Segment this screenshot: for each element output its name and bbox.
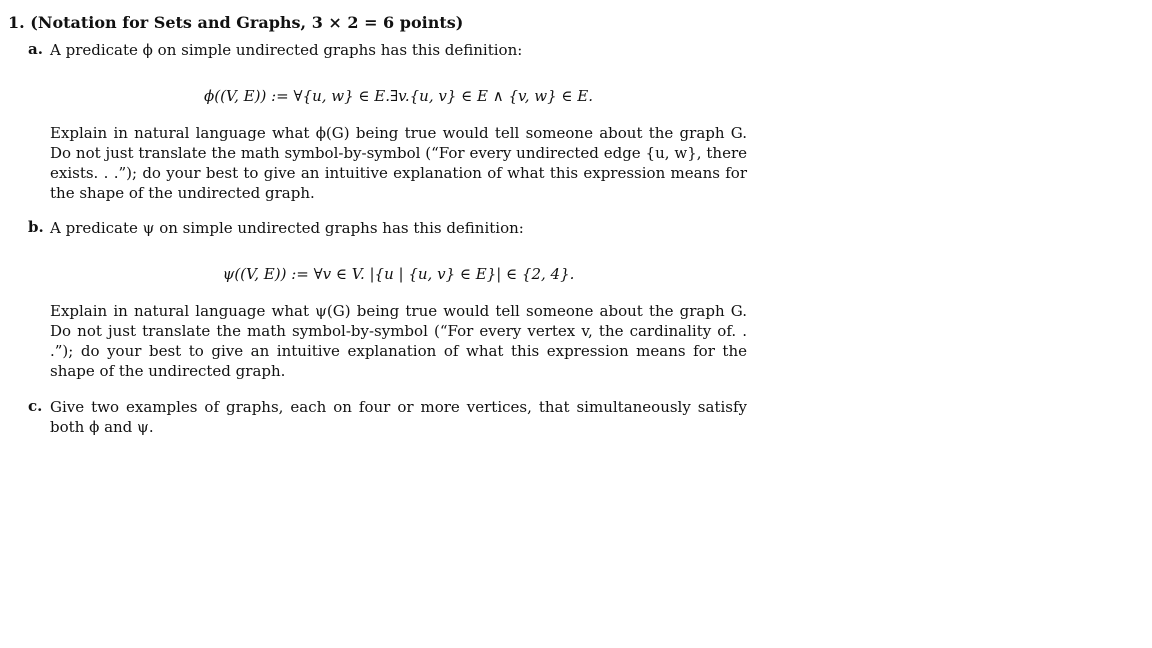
part-b-label: b. bbox=[28, 218, 44, 236]
part-b-explanation-prompt: Explain in natural language what ψ(G) being true would tell someone about the graph G. Do not just translate the math symbol-by-symbol (“For every vertex v, the cardinality of. . .”); do your best to give an intuitive explanation of what this expression means for the shape of the undirected graph. bbox=[50, 302, 747, 380]
part-a-explanation-prompt: Explain in natural language what ϕ(G) being true would tell someone about the graph G. Do not just translate the math symbol-by-symbol (“For every undirected edge {u, w}, there exists. . .”); do your best to give an intuitive explanation of what this expression means for the shape of the undirected graph. bbox=[50, 124, 747, 202]
psi-definition-equation: ψ((V, E)) := ∀v ∈ V. |{u | {u, v} ∈ E}| ∈ {2, 4}. bbox=[222, 265, 575, 283]
part-a bbox=[28, 40, 768, 203]
part-b bbox=[28, 218, 768, 381]
problem-title: 1. (Notation for Sets and Graphs, 3 × 2 = 6 points) bbox=[8, 13, 464, 32]
part-b-lead: A predicate ψ on simple undirected graphs has this definition: bbox=[50, 219, 524, 237]
part-a-lead: A predicate ϕ on simple undirected graphs has this definition: bbox=[50, 41, 523, 59]
phi-definition-equation: ϕ((V, E)) := ∀{u, w} ∈ E.∃v.{u, v} ∈ E ∧ {v, w} ∈ E. bbox=[204, 87, 593, 105]
part-c-label: c. bbox=[28, 397, 43, 415]
part-c bbox=[28, 397, 768, 437]
part-c-prompt: Give two examples of graphs, each on four or more vertices, that simultaneously satisfy both ϕ and ψ. bbox=[50, 398, 747, 436]
part-a-label: a. bbox=[28, 40, 43, 58]
problem-1 bbox=[8, 10, 768, 437]
